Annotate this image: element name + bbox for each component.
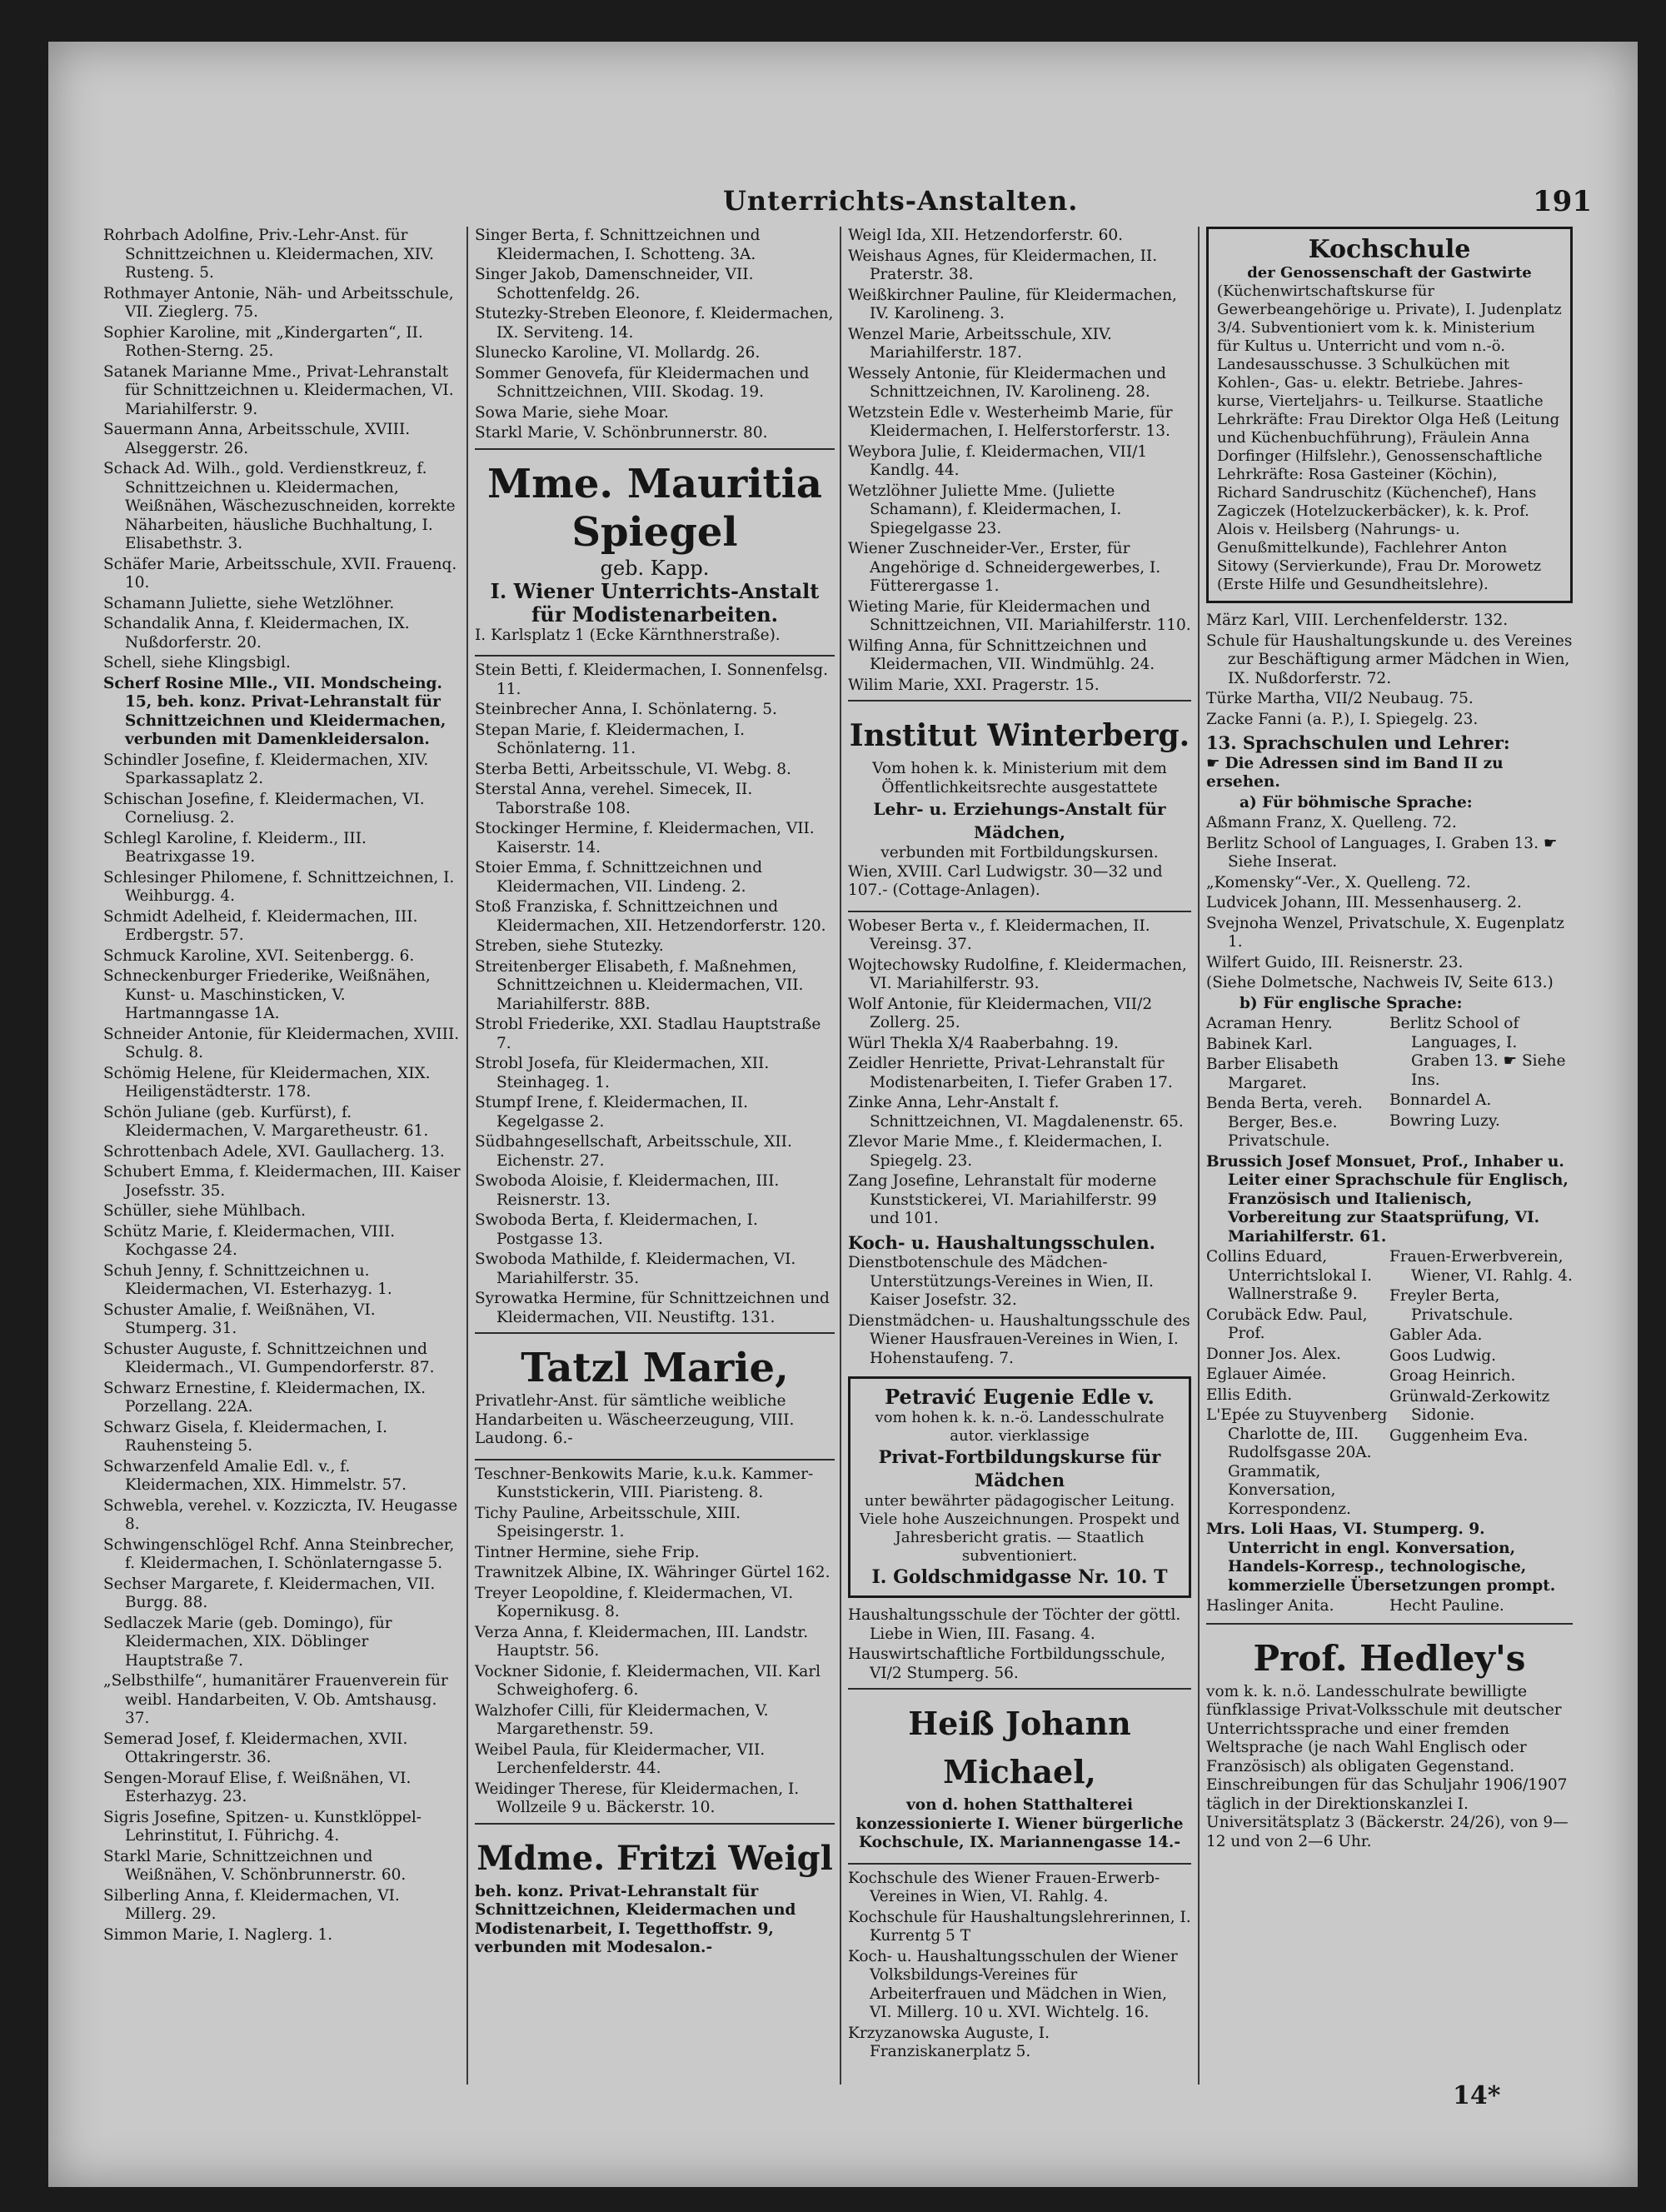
list-item: Hecht Pauline. [1389, 1597, 1504, 1615]
list-item: (Siehe Dolmetsche, Nachweis IV, Seite 613.) [1206, 974, 1554, 991]
highlight-entry: Scherf Rosine Mlle., VII. Mondscheing. 15, beh. konz. Privat-Lehranstalt für Schnittzeichnen und Kleidermachen, verbunden mit Damenkleidersalon. [103, 674, 446, 748]
column-3 [848, 227, 1191, 2064]
list-item: Ludvicek Johann, III. Messenhauserg. 2. [1206, 894, 1522, 911]
ad-address: I. Goldschmidgasse Nr. 10. T [871, 1566, 1168, 1588]
list-item: Schwarz Gisela, f. Kleidermachen, I. Rauhensteing 5. [103, 1418, 387, 1455]
divider [475, 655, 835, 657]
list-item: Donner Jos. Alex. [1206, 1345, 1341, 1363]
list-item: Weybora Julie, f. Kleidermachen, VII/1 Kandlg. 44. [848, 442, 1148, 479]
divider [848, 1863, 1191, 1865]
ad-title: Heiß Johann Michael, [908, 1705, 1131, 1790]
list-item: Kochschule des Wiener Frauen-Erwerb-Vereines in Wien, VI. Rahlg. 4. [848, 1869, 1160, 1905]
list-item: Dienstbotenschule des Mädchen-Unterstützungs-Vereines in Wien, II. Kaiser Josefstr. 32. [848, 1254, 1154, 1309]
list-item: Stumpf Irene, f. Kleidermachen, II. Kegelgasse 2. [475, 1094, 749, 1131]
list-item: Starkl Marie, Schnittzeichnen und Weißnähen, V. Schönbrunnerstr. 60. [103, 1847, 407, 1884]
list-item: Zacke Fanni (a. P.), I. Spiegelg. 23. [1206, 710, 1479, 728]
signature-mark: 14* [1453, 2081, 1501, 2110]
column-rule [466, 227, 468, 2085]
list-item: Tintner Hermine, siehe Frip. [475, 1543, 700, 1561]
ad-address: Wien, XVIII. Carl Ludwigstr. 30—32 und 107.- (Cottage-Anlagen). [848, 862, 1163, 899]
list-item: Schuster Auguste, f. Schnittzeichnen und Kleidermach., VI. Gumpendorferstr. 87. [103, 1340, 435, 1376]
list-item: Trawnitzek Albine, IX. Währinger Gürtel 162. [475, 1564, 831, 1581]
list-item: Wojtechowsky Rudolfine, f. Kleidermachen, VI. Mariahilferstr. 93. [848, 956, 1187, 992]
list-item: Wetzlöhner Juliette Mme. (Juliette Schamann), f. Kleidermachen, I. Spiegelgasse 23. [848, 482, 1122, 537]
list-item: Sigris Josefine, Spitzen- u. Kunstklöppel-Lehrinstitut, I. Führichg. 4. [103, 1808, 422, 1845]
entry-list [848, 917, 1191, 1229]
english-teachers-2 [1206, 1248, 1573, 1520]
column-2 [475, 227, 835, 1968]
entry-list [848, 227, 1191, 695]
list-item: Sophier Karoline, mit „Kindergarten“, II. Rothen-Sterng. 25. [103, 323, 423, 360]
list-item: Semerad Josef, f. Kleidermachen, XVII. Ottakringerstr. 36. [103, 1730, 408, 1766]
ad-title: Petravić Eugenie Edle v. [885, 1385, 1155, 1409]
ad-address: I. Karlsplatz 1 (Ecke Kärnthnerstraße). [475, 626, 781, 644]
list-item: Schindler Josefine, f. Kleidermachen, XIV. Sparkassaplatz 2. [103, 751, 429, 787]
list-item: Schandalik Anna, f. Kleidermachen, IX. Nußdorferstr. 20. [103, 615, 410, 652]
list-item: Sterba Betti, Arbeitsschule, VI. Webg. 8. [475, 760, 791, 778]
list-item: Strobl Friederike, XXI. Stadlau Hauptstraße 7. [475, 1016, 821, 1052]
list-item: Berlitz School of Languages, I. Graben 13. ☛ Siehe Inserat. [1206, 834, 1558, 871]
list-item: Streben, siehe Stutezky. [475, 937, 664, 955]
list-item: Schamann Juliette, siehe Wetzlöhner. [103, 594, 395, 612]
after-haas [1206, 1597, 1573, 1618]
ad-text: Privatlehr-Anst. für sämtliche weibliche Handarbeiten u. Wäscheerzeugung, VIII. Laudong. 6.- [475, 1392, 795, 1447]
list-item: Goos Ludwig. [1389, 1346, 1496, 1365]
list-item: Ellis Edith. [1206, 1386, 1293, 1404]
list-item: Würl Thekla X/4 Raaberbahng. 19. [848, 1034, 1119, 1052]
column-1 [103, 227, 461, 1946]
divider [475, 1332, 835, 1334]
list-item: Hauswirtschaftliche Fortbildungsschule, VI/2 Stumperg. 56. [848, 1645, 1165, 1682]
list-item: Satanek Marianne Mme., Privat-Lehranstalt für Schnittzeichnen u. Kleidermachen, VI. Mariahilferstr. 9. [103, 362, 454, 418]
entry-list [475, 662, 835, 1327]
list-item: Schlegl Karoline, f. Kleiderm., III. Beatrixgasse 19. [103, 829, 367, 866]
list-item: Freyler Berta, Privatschule. [1389, 1287, 1514, 1324]
list-item: Schwarzenfeld Amalie Edl. v., f. Kleidermachen, XIX. Himmelstr. 57. [103, 1457, 407, 1494]
entry-list [475, 227, 835, 443]
list-item: Sauermann Anna, Arbeitsschule, XVIII. Alseggerstr. 26. [103, 421, 411, 457]
list-item: Weißkirchner Pauline, für Kleidermachen, IV. Karolineng. 3. [848, 286, 1177, 322]
list-item: Wilim Marie, XXI. Pragerstr. 15. [848, 676, 1100, 694]
list-item: Zlevor Marie Mme., f. Kleidermachen, I. Spiegelg. 23. [848, 1133, 1163, 1170]
list-item: Zang Josefine, Lehranstalt für moderne Kunststickerei, VI. Mariahilferstr. 99 und 101. [848, 1172, 1157, 1227]
pointing-hand-icon: ☛ [1206, 754, 1220, 772]
list-item: Haslinger Anita. [1206, 1597, 1334, 1615]
ad-title: Kochschule [1308, 235, 1471, 264]
list-item: Collins Eduard, Unterrichtslokal I. Wallnerstraße 9. [1206, 1248, 1372, 1303]
entry-list [848, 1254, 1191, 1368]
subsection-title: b) Für englische Sprache: [1240, 994, 1463, 1012]
list-item: Acraman Henry. [1206, 1015, 1333, 1032]
ad-text: (Küchenwirtschaftskurse für Gewerbeangehörige u. Private), I. Judenplatz 3/4. Subventioniert vom k. k. Ministerium für Kultus u. Unterricht und vom n.-ö. Landesausschusse. 3 Schulküchen mit Kohlen-, Gas- u. elektr. Betriebe. Jahres-kurse, Vierteljahrs- u. Teilkurse. Staatliche Lehrkräfte: Frau Direktor Olga Heß (Leitung und Küchenbuchführung), Fräulein Anna Dorfinger (Hilfslehr.), Genossenschaftliche Lehrkräfte: Rosa Gasteiner (Köchin), Richard Sandruschitz (Küchenchef), Hans Zagiczek (Hotelzuckerbäcker), k. k. Prof. Alois v. Heilsberg (Nahrungs- u. Genußmittelkunde), Fachlehrer Anton Sitowy (Servierkunde), Frau Dr. Morowetz (Erste Hilfe und Gesundheitslehre). [1217, 282, 1562, 593]
brussich-entry: Brussich Josef Monsuet, Prof., Inhaber u. Leiter einer Sprachschule für Englisch, Französisch und Italienisch, Vorbereitung zur Staatsprüfung, VI. Mariahilferstr. 61. [1206, 1152, 1569, 1246]
list-item: Schwingenschlögel Rchf. Anna Steinbrecher, f. Kleidermachen, I. Schönlaterngasse 5. [103, 1535, 455, 1572]
ad-heiss [848, 1700, 1191, 1853]
divider [475, 1459, 835, 1461]
list-item: Guggenheim Eva. [1389, 1426, 1529, 1445]
list-item: Türke Martha, VII/2 Neubaug. 75. [1206, 690, 1474, 707]
subsection-title: a) Für böhmische Sprache: [1240, 793, 1473, 811]
list-item: Wolf Antonie, für Kleidermachen, VII/2 Zollerg. 25. [848, 995, 1153, 1031]
list-item: Corubäck Edw. Paul, Prof. [1206, 1306, 1368, 1342]
list-item: Stoier Emma, f. Schnittzeichnen und Kleidermachen, VII. Lindeng. 2. [475, 859, 763, 896]
list-item: Stepan Marie, f. Kleidermachen, I. Schönlaterng. 11. [475, 721, 746, 757]
ad-text: von d. hohen Statthalterei konzessionierte I. Wiener bürgerliche Kochschule, IX. Mariannengasse 14.- [855, 1796, 1184, 1851]
running-header: Unterrichts-Anstalten. [723, 185, 1079, 217]
list-item: Tichy Pauline, Arbeitsschule, XIII. Speisingerstr. 1. [475, 1504, 741, 1540]
list-item: Sechser Margarete, f. Kleidermachen, VII. Burgg. 88. [103, 1575, 436, 1611]
list-item: März Karl, VIII. Lerchenfelderstr. 132. [1206, 612, 1509, 629]
list-item: Haushaltungsschule der Töchter der göttl. Liebe in Wien, III. Fasang. 4. [848, 1606, 1181, 1643]
list-item: Schwarz Ernestine, f. Kleidermachen, IX. Porzellang. 22A. [103, 1379, 426, 1416]
list-item: Schneider Antonie, für Kleidermachen, XVIII. Schulg. 8. [103, 1025, 460, 1061]
list-item: Stein Betti, f. Kleidermachen, I. Sonnenfelsg. 11. [475, 662, 829, 698]
ad-line: für Modistenarbeiten. [531, 602, 779, 627]
list-item: Teschner-Benkowits Marie, k.u.k. Kammer-Kunststickerin, VIII. Piaristeng. 8. [475, 1465, 814, 1501]
column-4 [1206, 227, 1573, 1861]
list-item: Wiener Zuschneider-Ver., Erster, für Angehörige d. Schneidergewerbes, I. Fütterergasse 1. [848, 540, 1161, 595]
ad-title: Mdme. Fritzi Weigl [476, 1838, 833, 1878]
list-item: Wessely Antonie, für Kleidermachen und Schnittzeichnen, IV. Karolineng. 28. [848, 364, 1167, 401]
ad-title: Institut Winterberg. [849, 718, 1190, 753]
list-item: Schütz Marie, f. Kleidermachen, VIII. Kochgasse 24. [103, 1222, 396, 1259]
entry-list [103, 227, 461, 673]
list-item: Schüller, siehe Mühlbach. [103, 1202, 307, 1220]
list-item: Schwebla, verehel. v. Kozziczta, IV. Heugasse 8. [103, 1496, 458, 1533]
divider [1206, 1623, 1573, 1625]
ad-line: Vom hohen k. k. Ministerium mit dem Öffentlichkeitsrechte ausgestattete [872, 760, 1167, 796]
list-item: Sengen-Morauf Elise, f. Weißnähen, VI. Esterhazyg. 23. [103, 1769, 412, 1805]
list-item: Wilfert Guido, III. Reisnerstr. 23. [1206, 953, 1464, 971]
list-item: Schäfer Marie, Arbeitsschule, XVII. Frauenq. 10. [103, 555, 457, 592]
list-item: Bowring Luzy. [1389, 1111, 1500, 1130]
list-item: Schlesinger Philomene, f. Schnittzeichnen, I. Weihburgg. 4. [103, 868, 455, 905]
list-item: „Selbsthilfe“, humanitärer Frauenverein für weibl. Handarbeiten, V. Ob. Amtshausg. 37. [103, 1672, 448, 1727]
list-item: Kochschule für Haushaltungslehrerinnen, I. Kurrentg 5 T [848, 1908, 1191, 1945]
list-item: Aßmann Franz, X. Quelleng. 72. [1206, 814, 1457, 831]
entry-list [848, 1606, 1191, 1683]
list-item: Zinke Anna, Lehr-Anstalt f. Schnittzeichnen, VI. Magdalenenstr. 65. [848, 1094, 1184, 1131]
list-item: Babinek Karl. [1206, 1035, 1313, 1053]
list-item: Groag Heinrich. [1389, 1367, 1516, 1385]
ad-title: Mme. Mauritia Spiegel [486, 460, 823, 556]
list-item: Grünwald-Zerkowitz Sidonie. [1389, 1387, 1550, 1424]
ad-spiegel [475, 460, 835, 646]
column-rule [840, 227, 841, 2085]
entry-list [1206, 814, 1573, 993]
list-item: Gabler Ada. [1389, 1326, 1483, 1344]
list-item: Swoboda Mathilde, f. Kleidermachen, VI. Mariahilferstr. 35. [475, 1251, 796, 1287]
divider [475, 1823, 835, 1825]
ad-line: I. Wiener Unterrichts-Anstalt [490, 578, 820, 603]
note [1206, 755, 1573, 792]
ad-line: verbunden mit Fortbildungskursen. [880, 844, 1159, 861]
list-item: Swoboda Aloisie, f. Kleidermachen, III. Reisnerstr. 13. [475, 1172, 780, 1209]
list-item: Schubert Emma, f. Kleidermachen, III. Kaiser Josefsstr. 35. [103, 1163, 461, 1200]
list-item: Bonnardel A. [1389, 1091, 1492, 1109]
list-item: „Komensky“-Ver., X. Quelleng. 72. [1206, 873, 1471, 891]
ad-text: beh. konz. Privat-Lehranstalt für Schnittzeichnen, Kleidermachen und Modistenarbeit, I. Tegetthoffstr. 9, verbunden mit Modesalon.- [475, 1882, 796, 1956]
list-item: Weidinger Therese, für Kleidermachen, I. Wollzeile 9 u. Bäckerstr. 10. [475, 1780, 800, 1816]
list-item: Wilfing Anna, für Schnittzeichnen und Kleidermachen, VII. Windmühlg. 24. [848, 637, 1155, 673]
list-item: Svejnoha Wenzel, Privatschule, X. Eugenplatz 1. [1206, 914, 1564, 951]
list-item: Steinbrecher Anna, I. Schönlaterng. 5. [475, 701, 777, 718]
entry-list [1389, 1248, 1573, 1520]
ad-hedley [1206, 1635, 1573, 1852]
ad-kochschule [1206, 227, 1573, 603]
list-item: Schömig Helene, für Kleidermachen, XIX. Heiligenstädterstr. 178. [103, 1064, 431, 1101]
list-item: Eglauer Aimée. [1206, 1366, 1327, 1383]
list-item: Schack Ad. Wilh., gold. Verdienstkreuz, f. Schnittzeichnen u. Kleidermachen, Weißnähen, Wäschezuschneiden, korrekte Näharbeiten, häusliche Buchhaltung, I. Elisabethstr. 3. [103, 460, 456, 552]
list-item: Wenzel Marie, Arbeitsschule, XIV. Mariahilferstr. 187. [848, 325, 1112, 362]
list-item: Dienstmädchen- u. Haushaltungsschule des Wiener Hausfrauen-Vereines in Wien, I. Hohenstaufeng. 7. [848, 1311, 1190, 1367]
ad-line: vom hohen k. k. n.-ö. Landesschulrate autor. vierklassige [875, 1409, 1165, 1445]
ad-line: der Genossenschaft der Gastwirte [1247, 264, 1532, 282]
list-item: Treyer Leopoldine, f. Kleidermachen, VI. Kopernikusg. 8. [475, 1584, 794, 1620]
list-item: Wetzstein Edle v. Westerheimb Marie, für Kleidermachen, I. Helferstorferstr. 13. [848, 403, 1173, 440]
list-item: Schmidt Adelheid, f. Kleidermachen, III. Erdbergstr. 57. [103, 907, 418, 944]
list-item: Krzyzanowska Auguste, I. Franziskanerplatz 5. [848, 2024, 1050, 2060]
list-item: Barber Elisabeth Margaret. [1206, 1056, 1339, 1092]
haas-entry: Mrs. Loli Haas, VI. Stumperg. 9. Unterricht in engl. Konversation, Handels-Korresp., technologische, kommerzielle Übersetzungen prompt. [1206, 1520, 1556, 1595]
list-item: Sterstal Anna, verehel. Simecek, II. Taborstraße 108. [475, 781, 753, 817]
entry-list [848, 1870, 1191, 2062]
list-item: Weigl Ida, XII. Hetzendorferstr. 60. [848, 227, 1124, 244]
list-item: Berlitz School of Languages, I. Graben 13. ☛ Siehe Ins. [1389, 1015, 1566, 1089]
list-item: Schuster Amalie, f. Weißnähen, VI. Stumperg. 31. [103, 1301, 376, 1337]
divider [848, 911, 1191, 912]
ad-line: unter bewährter pädagogischer Leitung. Viele hohe Auszeichnungen. Prospekt und Jahresbericht gratis. — Staatlich subventioniert. [859, 1492, 1180, 1565]
list-item: Swoboda Berta, f. Kleidermachen, I. Postgasse 13. [475, 1211, 758, 1248]
divider [848, 1688, 1191, 1690]
list-item: Rothmayer Antonie, Näh- und Arbeitsschule, VII. Zieglerg. 75. [103, 284, 454, 321]
list-item: Slunecko Karoline, VI. Mollardg. 26. [475, 344, 761, 362]
ad-line: Lehr- u. Erziehungs-Anstalt für Mädchen, [873, 799, 1166, 842]
list-item: L'Epée zu Stuyvenberg Charlotte de, III. Rudolfsgasse 20A. Grammatik, Konversation, Korrespondenz. [1206, 1406, 1388, 1518]
list-item: Streitenberger Elisabeth, f. Maßnehmen, Schnittzeichnen u. Kleidermachen, VII. Mariahilferstr. 88B. [475, 957, 804, 1013]
list-item: Schneckenburger Friederike, Weißnähen, Kunst- u. Maschinsticken, V. Hartmanngasse 1A. [103, 967, 431, 1022]
list-item: Weishaus Agnes, für Kleidermachen, II. Praterstr. 38. [848, 247, 1158, 283]
list-item: Schischan Josefine, f. Kleidermachen, VI. Corneliusg. 2. [103, 790, 425, 826]
list-item: Stutezky-Streben Eleonore, f. Kleidermachen, IX. Serviteng. 14. [475, 305, 834, 342]
note-text: Die Adressen sind im Band II zu ersehen. [1206, 754, 1504, 791]
english-teachers [1206, 1015, 1573, 1153]
list-item: Zeidler Henriette, Privat-Lehranstalt für Modistenarbeiten, I. Tiefer Graben 17. [848, 1055, 1173, 1091]
list-item: Sommer Genovefa, für Kleidermachen und Schnittzeichnen, VIII. Skodag. 19. [475, 364, 810, 401]
entry-list [103, 751, 461, 1945]
ad-title: Prof. Hedley's [1253, 1637, 1526, 1679]
page-number: 191 [1533, 185, 1592, 218]
list-item: Vockner Sidonie, f. Kleidermachen, VII. Karl Schweighoferg. 6. [475, 1662, 821, 1699]
entry-list [1206, 1248, 1389, 1520]
list-item: Stockinger Hermine, f. Kleidermachen, VII. Kaiserstr. 14. [475, 820, 815, 856]
ad-tatzl [475, 1344, 835, 1449]
entry-list [475, 1466, 835, 1818]
ad-line: Privat-Fortbildungskurse für Mädchen [878, 1446, 1161, 1490]
column-rule [1198, 227, 1200, 2085]
list-item: Wobeser Berta v., f. Kleidermachen, II. Vereinsg. 37. [848, 916, 1150, 953]
ad-winterberg [848, 712, 1191, 901]
list-item: Benda Berta, vereh. Berger, Bes.e. Privatschule. [1206, 1095, 1363, 1150]
list-item: Schuh Jenny, f. Schnittzeichnen u. Kleidermachen, VI. Esterhazyg. 1. [103, 1261, 392, 1298]
list-item: Schrottenbach Adele, XVI. Gaullacherg. 13. [103, 1142, 445, 1161]
ad-subtitle: geb. Kapp. [600, 556, 710, 580]
list-item: Schmuck Karoline, XVI. Seitenbergg. 6. [103, 946, 415, 965]
list-item: Südbahngesellschaft, Arbeitsschule, XII. Eichenstr. 27. [475, 1133, 792, 1170]
list-item: Singer Jakob, Damenschneider, VII. Schottenfeldg. 26. [475, 266, 754, 302]
list-item: Stoß Franziska, f. Schnittzeichnen und Kleidermachen, XII. Hetzendorferstr. 120. [475, 898, 826, 935]
page-sheet [48, 42, 1638, 2187]
list-item: Silberling Anna, f. Kleidermachen, VI. Millerg. 29. [103, 1886, 400, 1923]
list-item: Schule für Haushaltungskunde u. des Vereines zur Beschäftigung armer Mädchen in Wien, IX. Nußdorferstr. 72. [1206, 632, 1573, 687]
list-item: Sedlaczek Marie (geb. Domingo), für Kleidermachen, XIX. Döblinger Hauptstraße 7. [103, 1614, 392, 1670]
list-item: Koch- u. Haushaltungsschulen der Wiener Volksbildungs-Vereines für Arbeiterfrauen und Mädchen in Wien, VI. Millerg. 10 u. XVI. Wichtelg. 16. [848, 1947, 1178, 2021]
divider [475, 448, 835, 450]
list-item: Frauen-Erwerbverein, Wiener, VI. Rahlg. 4. [1389, 1248, 1573, 1285]
divider [848, 700, 1191, 702]
section-title: Koch- u. Haushaltungsschulen. [848, 1231, 1155, 1253]
list-item: Singer Berta, f. Schnittzeichnen und Kleidermachen, I. Schotteng. 3A. [475, 227, 761, 263]
entry-list [1389, 1015, 1573, 1153]
ad-title: Tatzl Marie, [521, 1345, 789, 1391]
list-item: Rohrbach Adolfine, Priv.-Lehr-Anst. für Schnittzeichnen u. Kleidermachen, XIV. Rusteng. 5. [103, 227, 435, 282]
list-item: Schell, siehe Klingsbigl. [103, 654, 291, 672]
ad-text: vom k. k. n.ö. Landesschulrate bewilligte fünfklassige Privat-Volksschule mit deutscher Unterrichtssprache und einer fremden Weltsprache (je nach Wahl Englisch oder Französisch) als obligaten Gegenstand. Einschreibungen für das Schuljahr 1906/1907 täglich in der Direktionskanzlei I. Universitätsplatz 3 (Bäckerstr. 24/26), von 9—12 und von 2—6 Uhr. [1206, 1682, 1569, 1850]
list-item: Simmon Marie, I. Naglerg. 1. [103, 1925, 333, 1944]
list-item: Sowa Marie, siehe Moar. [475, 403, 669, 422]
list-item: Verza Anna, f. Kleidermachen, III. Landstr. Hauptstr. 56. [475, 1623, 809, 1660]
section-title: 13. Sprachschulen und Lehrer: [1206, 732, 1510, 753]
ad-weigl [475, 1835, 835, 1958]
list-item: Walzhofer Cilli, für Kleidermachen, V. Margarethenstr. 59. [475, 1701, 769, 1738]
list-item: Wieting Marie, für Kleidermachen und Schnittzeichnen, VII. Mariahilferstr. 110. [848, 597, 1191, 634]
list-item: Weibel Paula, für Kleidermacher, VII. Lerchenfelderstr. 44. [475, 1740, 766, 1777]
list-item: Schön Juliane (geb. Kurfürst), f. Kleidermachen, V. Margaretheustr. 61. [103, 1103, 429, 1140]
ad-petravic [848, 1376, 1191, 1598]
entry-list [1206, 612, 1573, 729]
list-item: Syrowatka Hermine, für Schnittzeichnen und Kleidermachen, VII. Neustiftg. 131. [475, 1290, 830, 1326]
entry-list [1206, 1015, 1389, 1153]
list-item: Starkl Marie, V. Schönbrunnerstr. 80. [475, 424, 768, 442]
list-item: Strobl Josefa, für Kleidermachen, XII. Steinhageg. 1. [475, 1055, 770, 1091]
